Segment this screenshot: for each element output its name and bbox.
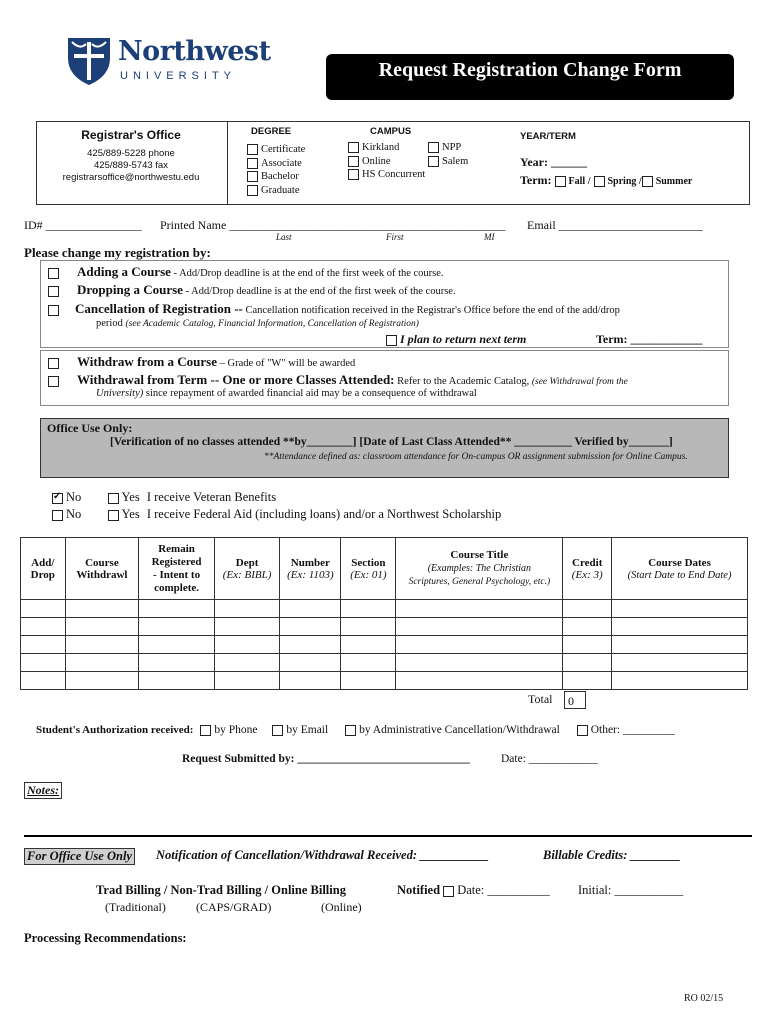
table-row[interactable] [21,600,748,618]
auth-admin: by Administrative Cancellation/Withdrawal [359,724,560,736]
initial-field[interactable]: Initial: ___________ [578,883,684,897]
checkbox[interactable] [348,169,359,180]
return-term-field[interactable]: Term: ____________ [596,332,703,346]
auth-phone: by Phone [214,724,258,736]
id-field[interactable]: ID# ________________ [24,218,142,232]
checkbox[interactable] [48,305,59,316]
checkbox[interactable] [52,510,63,521]
mi-label: MI [484,232,495,242]
col-course-withdrawl: Course Withdrawl [65,538,139,600]
term-fall: Fall / [568,176,591,187]
col-course-title: Course Title (Examples: The Christian Scriptures, General Psychology, etc.) [396,538,563,600]
checkbox[interactable] [577,725,588,736]
cancel-line-2: period (see Academic Catalog, Financial Information, Cancellation of Registration) [96,318,419,329]
col-dept: Dept (Ex: BIBL) [214,538,279,600]
checkbox[interactable] [247,171,258,182]
col-remain-registered: Remain Registered - Intent to complete. [139,538,215,600]
logo-wordmark: Northwest [118,36,271,67]
billing-online: (Online) [321,900,362,914]
course-table [20,537,748,690]
campus-options [348,141,425,182]
checkbox[interactable] [200,725,211,736]
degree-associate[interactable]: Associate [247,157,305,171]
processing-recommendations: Processing Recommendations: [24,931,187,945]
checkbox[interactable] [48,268,59,279]
checkbox[interactable] [48,376,59,387]
notes-label: Notes: [24,782,62,799]
logo [66,34,271,84]
office-use-heading: Office Use Only: [47,421,133,435]
campus-npp[interactable]: NPP [428,141,468,155]
request-submitted-by[interactable]: Request Submitted by: ______________________________ [182,753,470,765]
checkbox[interactable] [555,176,566,187]
office-use-box [40,418,729,478]
notified-row: Notified Date: __________ [397,883,550,897]
option-withdrawal-term[interactable]: Withdrawal from Term -- One or more Classes Attended: Refer to the Academic Catalog, (see Withdrawal from the [48,372,628,388]
logo-subtitle: UNIVERSITY [120,70,237,82]
last-label: Last [276,232,292,242]
authorization-row: Student's Authorization received: by Phone by Email by Administrative Cancellation/Withdrawal Other: _________ [36,724,675,736]
email-field[interactable]: Email ________________________ [527,218,703,232]
auth-other: Other: _________ [590,724,675,736]
campus-heading: CAMPUS [370,126,412,137]
billing-caps: (CAPS/GRAD) [196,900,272,914]
campus-kirkland[interactable]: Kirkland [348,141,425,155]
auth-email: by Email [286,724,329,736]
office-verification: [Verification of no classes attended **by________] [Date of Last Class Attended** __________ Verified by_______] [110,436,673,448]
col-credit: Credit (Ex: 3) [563,538,612,600]
table-row[interactable] [21,618,748,636]
shield-icon [66,34,112,86]
checkbox[interactable] [108,493,119,504]
checkbox[interactable] [348,156,359,167]
checkbox[interactable] [428,142,439,153]
office-use-only-bottom: For Office Use Only [24,848,135,865]
degree-options [247,143,305,197]
term-field: Term: Fall / Spring / Summer [520,173,693,187]
registrar-phone: 425/889-5228 phone [87,148,175,159]
table-row[interactable] [21,672,748,690]
year-field[interactable]: Year: ______ [520,155,587,169]
table-row[interactable] [21,636,748,654]
form-code: RO 02/15 [684,993,724,1004]
checkbox[interactable] [348,142,359,153]
printed-name-field[interactable]: Printed Name ______________________________________________ [160,218,506,232]
office-attendance-note: **Attendance defined as: classroom attendance for On-campus OR assignment submission for Online Campus. [264,452,688,462]
checkbox[interactable] [272,725,283,736]
checkbox[interactable] [345,725,356,736]
withdrawal-term-line-2: University) since repayment of awarded financial aid may be a consequence of withdrawal [96,388,477,399]
billing-line: Trad Billing / Non-Trad Billing / Online Billing [96,883,346,897]
table-row[interactable] [21,654,748,672]
notification-received[interactable]: Notification of Cancellation/Withdrawal Received: ___________ [156,848,489,862]
checkbox[interactable] [443,886,454,897]
col-section: Section (Ex: 01) [341,538,396,600]
campus-options-right [428,141,468,168]
request-date[interactable]: Date: ____________ [501,753,598,765]
return-next-term[interactable]: I plan to return next term [386,332,526,347]
degree-graduate[interactable]: Graduate [247,184,305,198]
checkbox[interactable] [108,510,119,521]
checkbox[interactable] [247,185,258,196]
checkbox-checked[interactable] [52,493,63,504]
col-course-dates: Course Dates (Start Date to End Date) [612,538,748,600]
term-summer: Summer [655,176,693,187]
option-dropping-course[interactable]: Dropping a Course - Add/Drop deadline is at the end of the first week of the course. [48,282,456,298]
billing-traditional: (Traditional) [105,900,166,914]
registrar-email: registrarsoffice@northwestu.edu [62,172,200,183]
checkbox[interactable] [594,176,605,187]
term-spring: Spring / [607,176,642,187]
option-adding-course[interactable]: Adding a Course - Add/Drop deadline is at the end of the first week of the course. [48,264,444,280]
option-withdraw-course[interactable]: Withdraw from a Course – Grade of "W" will be awarded [48,354,355,370]
registrar-heading: Registrar's Office [81,128,181,142]
degree-certificate[interactable]: Certificate [247,143,305,157]
veteran-benefits-row: ✓No Yes I receive Veteran Benefits [52,490,276,505]
checkbox[interactable] [247,158,258,169]
campus-online[interactable]: Online [348,155,425,169]
checkbox[interactable] [247,144,258,155]
degree-heading: DEGREE [251,126,292,137]
change-heading: Please change my registration by: [24,245,211,260]
checkbox[interactable] [386,335,397,346]
form-title: Request Registration Change Form [326,54,734,100]
billable-credits[interactable]: Billable Credits: ________ [543,848,681,862]
col-number: Number (Ex: 1103) [280,538,341,600]
col-add-drop: Add/ Drop [21,538,66,600]
federal-aid-row: No Yes I receive Federal Aid (including loans) and/or a Northwest Scholarship [52,507,501,522]
checkbox[interactable] [642,176,653,187]
checkbox[interactable] [48,358,59,369]
option-cancellation[interactable]: Cancellation of Registration -- Cancellation notification received in the Registrar's Office before the end of the add/drop [48,301,620,317]
campus-salem[interactable]: Salem [428,155,468,169]
first-label: First [386,232,404,242]
total-label: Total [528,692,553,706]
total-value[interactable]: 0 [564,691,586,709]
year-term-heading: YEAR/TERM [520,131,576,142]
campus-hs-concurrent[interactable]: HS Concurrent [348,168,425,182]
degree-bachelor[interactable]: Bachelor [247,170,305,184]
divider [24,835,752,837]
checkbox[interactable] [428,156,439,167]
registrar-fax: 425/889-5743 fax [94,160,168,171]
checkbox[interactable] [48,286,59,297]
